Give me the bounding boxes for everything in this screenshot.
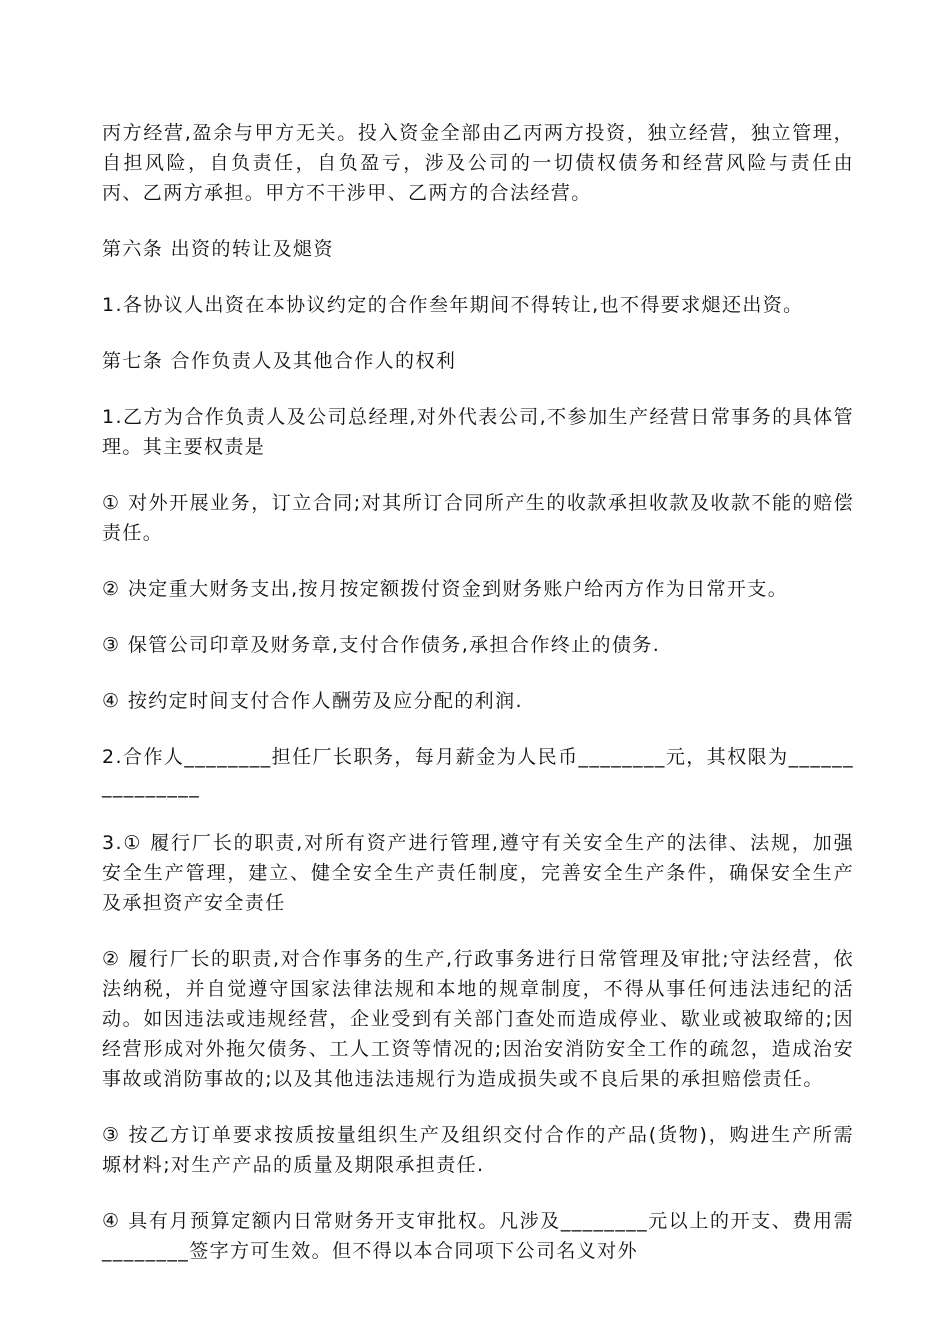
paragraph-capital-transfer: 1.各协议人出资在本协议约定的合作叁年期间不得转让,也不得要求煺还出资。: [102, 294, 804, 316]
paragraph-duty-4: ④ 按约定时间支付合作人酬劳及应分配的利润.: [102, 690, 523, 712]
paragraph-factory-director: 2.合作人________担任厂长职务，每月薪金为人民币________元，其权限为_______________: [102, 746, 854, 798]
paragraph-duty-3: ③ 保管公司印章及财务章,支付合作债务,承担合作终止的债务.: [102, 634, 661, 656]
document-body: [102, 118, 854, 1292]
paragraph-director-duty-4: ④ 具有月预算定额内日常财务开支审批权。凡涉及________元以上的开支、费用需________签字方可生效。但不得以本合同项下公司名义对外: [102, 1210, 854, 1262]
paragraph-profit-clause: 丙方经营,盈余与甲方无关。投入资金全部由乙丙两方投资，独立经营，独立管理，自担风险，自负责任，自负盈亏，涉及公司的一切债权债务和经营风险与责任由丙、乙两方承担。甲方不干涉甲、乙两方的合法经营。: [102, 122, 854, 204]
paragraph-director-duty-1: 3.① 履行厂长的职责,对所有资产进行管理,遵守有关安全生产的法律、法规，加强安全生产管理，建立、健全安全生产责任制度，完善安全生产条件，确保安全生产及承担资产安全责任: [102, 832, 854, 914]
paragraph-partner-in-charge: 1.乙方为合作负责人及公司总经理,对外代表公司,不参加生产经营日常事务的具体管理。其主要权责是: [102, 406, 854, 458]
article-6-heading: 第六条 出资的转让及煺资: [102, 238, 334, 260]
paragraph-director-duty-2: ② 履行厂长的职责,对合作事务的生产,行政事务进行日常管理及审批;守法经营，依法纳税，并自觉遵守国家法律法规和本地的规章制度，不得从事任何违法违纪的活动。如因违法或违规经营，企业受到有关部门查处而造成停业、歇业或被取缔的;因经营形成对外拖欠债务、工人工资等情况的;因治安消防安全工作的疏忽，造成治安事故或消防事故的;以及其他违法违规行为造成损失或不良后果的承担赔偿责任。: [102, 948, 854, 1090]
paragraph-duty-1: ① 对外开展业务，订立合同;对其所订合同所产生的收款承担收款及收款不能的赔偿责任。: [102, 492, 854, 544]
article-7-heading: 第七条 合作负责人及其他合作人的权利: [102, 350, 457, 372]
paragraph-duty-2: ② 决定重大财务支出,按月按定额拨付资金到财务账户给丙方作为日常开支。: [102, 578, 789, 600]
paragraph-director-duty-3: ③ 按乙方订单要求按质按量组织生产及组织交付合作的产品(货物)，购进生产所需塬材料;对生产产品的质量及期限承担责任.: [102, 1124, 854, 1176]
